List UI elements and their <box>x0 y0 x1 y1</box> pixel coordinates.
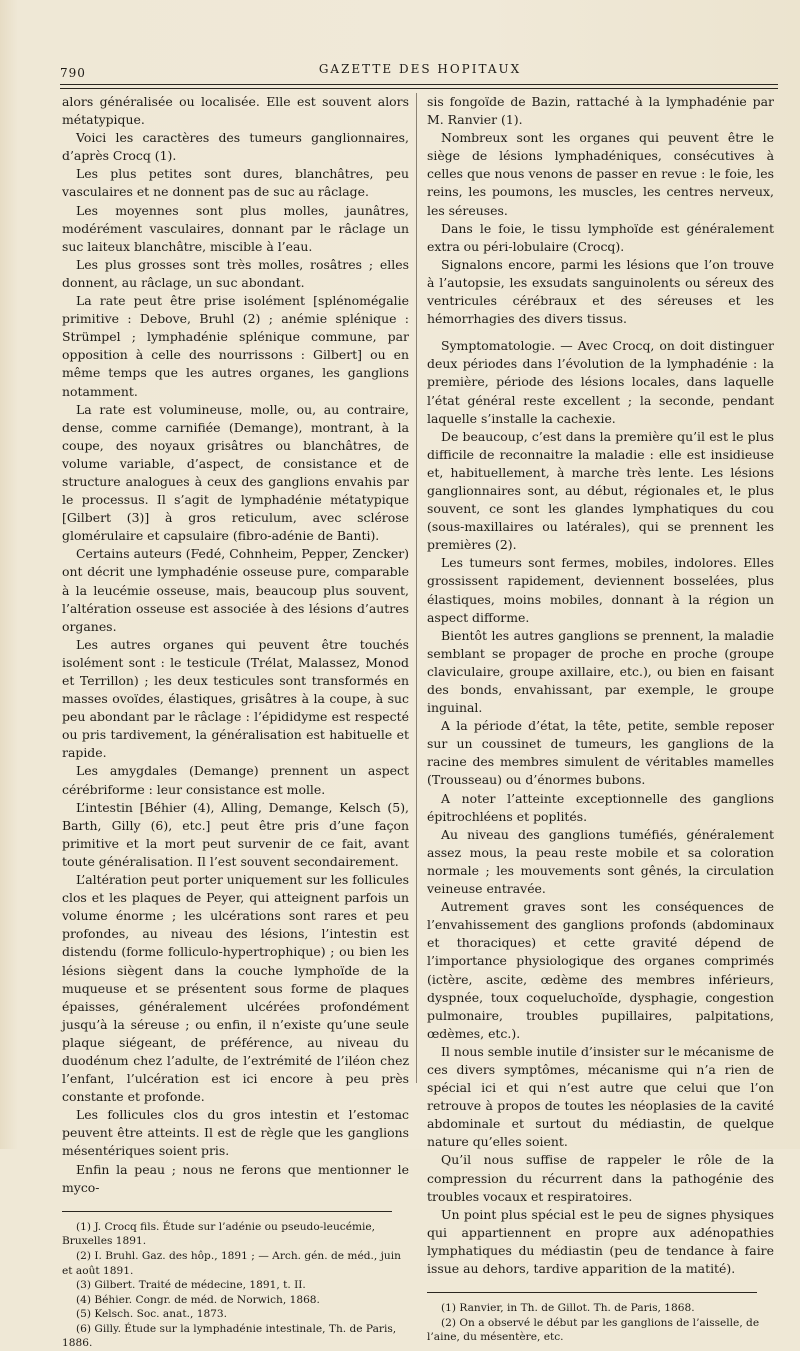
footnotes-left <box>62 1220 409 1351</box>
footnote: (2) I. Bruhl. Gaz. des hôp., 1891 ; — Arch. gén. de méd., juin et août 1891. <box>62 1249 401 1277</box>
paragraph: A noter l’atteinte exceptionnelle des ganglions épitrochléens et poplités. <box>427 790 774 824</box>
paragraph: Les follicules clos du gros intestin et l’estomac peuvent être atteints. Il est de règle que les ganglions mésentériques soient pris. <box>62 1107 409 1159</box>
paragraph: Au niveau des ganglions tuméfiés, généralement assez mous, la peau reste mobile et sa coloration normale ; les mouvements sont gênés, la circulation veineuse entravée. <box>427 826 774 897</box>
paragraph: Qu’il nous suffise de rappeler le rôle de la compression du récurrent dans la pathogénie des troubles vocaux et respiratoires. <box>427 1152 774 1204</box>
column-divider <box>416 93 417 1083</box>
footnote-rule <box>62 1211 392 1212</box>
page-header <box>60 60 780 80</box>
paragraph: Il nous semble inutile d’insister sur le mécanisme de ces divers symptômes, mécanisme qui n’a rien de spécial ici et qui n’est autre que celui que l’on retrouve à propos de toutes les néoplasies de la cavité abdominale et surtout du médiastin, de quelque nature qu’elles soient. <box>427 1043 774 1150</box>
paragraph: Enfin la peau ; nous ne ferons que mentionner le myco- <box>62 1161 409 1195</box>
paragraph: Certains auteurs (Fedé, Cohnheim, Pepper, Zencker) ont décrit une lymphadénie osseuse pure, comparable à la leucémie osseuse, mais, beaucoup plus souvent, l’altération osseuse est associée à des lésions d’autres organes. <box>62 546 409 634</box>
right-column <box>427 93 774 1345</box>
footnote: (3) Gilbert. Traité de médecine, 1891, t. II. <box>76 1279 306 1292</box>
page-number: 790 <box>60 66 86 80</box>
footnote: (6) Gilly. Étude sur la lymphadénie intestinale, Th. de Paris, 1886. <box>62 1322 397 1350</box>
paragraph: L’altération peut porter uniquement sur les follicules clos et les plaques de Peyer, qui atteignent parfois un volume énorme ; les ulcérations sont rares et peu profondes, au niveau des lésions, l’intestin est distendu (forme folliculo-hypertrophique) ; ou bien les lésions siègent dans la couche lymphoïde de la muqueuse et se présentent sous forme de plaques épaisses, généralement ulcérées profondément jusqu’à la séreuse ; ou enfin, il n’existe qu’une seule plaque siégeant, de préférence, au niveau du duodénum chez l’adulte, de l’extrémité de l’iléon chez l’enfant, l’ulcération est ici encore à peu près constante et profonde. <box>62 872 409 1105</box>
paragraph: Les amygdales (Demange) prennent un aspect cérébriforme : leur consistance est molle. <box>62 763 409 797</box>
footnote: (5) Kelsch. Soc. anat., 1873. <box>76 1308 228 1321</box>
footnote: (1) J. Crocq fils. Étude sur l’adénie ou pseudo-leucémie, Bruxelles 1891. <box>62 1220 376 1248</box>
header-rule <box>60 84 778 89</box>
paragraph: Les plus petites sont dures, blanchâtres, peu vasculaires et ne donnent pas de suc au râclage. <box>62 166 409 200</box>
paragraph: Un point plus spécial est le peu de signes physiques qui appartiennent en propre aux adénopathies lymphatiques du médiastin (peu de tendance à faire issue au dehors, tardive apparition de la matité). <box>427 1206 774 1276</box>
paragraph: La rate est volumineuse, molle, ou, au contraire, dense, comme carnifiée (Demange), montrant, à la coupe, des noyaux grisâtres ou blanchâtres, de volume variable, d’aspect, de consistance et de structure analogues à ceux des ganglions envahis par le processus. Il s’agit de lymphadénie métatypique [Gilbert (3)] à gros reticulum, avec sclérose glomérulaire et capsulaire (fibro-adénie de Banti). <box>62 401 409 544</box>
paragraph: Voici les caractères des tumeurs ganglionnaires, d’après Crocq (1). <box>62 130 409 164</box>
left-column <box>62 93 409 1351</box>
paragraph: De beaucoup, c’est dans la première qu’il est le plus difficile de reconnaitre la maladie : elle est insidieuse et, habituellement, à marche très lente. Les lésions ganglionnaires sont, au début, régionales et, le plus souvent, ce sont les glandes lymphatiques du cou (sous-maxillaires ou latérales), qui se prennent les premières (2). <box>427 428 774 553</box>
paragraph: A la période d’état, la tête, petite, semble reposer sur un coussinet de tumeurs, les ganglions de la racine des membres simulent de véritables mamelles (Trousseau) ou d’énormes bubons. <box>427 718 774 788</box>
footnote-rule <box>427 1292 757 1293</box>
paragraph: sis fongoïde de Bazin, rattaché à la lymphadénie par M. Ranvier (1). <box>427 94 774 128</box>
paragraph: La rate peut être prise isolément [splénomégalie primitive : Debove, Bruhl (2) ; anémie splénique : Strümpel ; lymphadénie splénique commune, par opposition à celle des nourrissons : Gilbert] ou en même temps que les autres organes, les ganglions notamment. <box>62 293 409 399</box>
paragraph: Bientôt les autres ganglions se prennent, la maladie semblant se propager de proche en proche (groupe claviculaire, groupe axillaire, etc.), ou bien en faisant des bonds, envahissant, par exemple, le groupe inguinal. <box>427 627 774 716</box>
paragraph: Dans le foie, le tissu lymphoïde est généralement extra ou péri-lobulaire (Crocq). <box>427 220 774 254</box>
paragraph: Les plus grosses sont très molles, rosâtres ; elles donnent, au râclage, un suc abondant. <box>62 256 409 290</box>
paragraph: Les autres organes qui peuvent être touchés isolément sont : le testicule (Trélat, Malassez, Monod et Terrillon) ; les deux testicules sont transformés en masses ovoïdes, élastiques, grisâtres à la coupe, à suc peu abondant par le râclage : l’épididyme est respecté ou pris tardivement, la généralisation est habituelle et rapide. <box>62 636 409 761</box>
paragraph-section-heading: Symptomatologie. — Avec Crocq, on doit distinguer deux périodes dans l’évolution de la lymphadénie : la première, période des lésions locales, dans laquelle l’état général reste excellent ; la seconde, pendant laquelle s’installe la cachexie. <box>427 338 774 426</box>
footnote: (2) On a observé le début par les ganglions de l’aisselle, de l’aine, du mésentère, etc. <box>427 1316 760 1344</box>
paragraph: Les tumeurs sont fermes, mobiles, indolores. Elles grossissent rapidement, deviennent bosselées, plus élastiques, moins mobiles, donnant à la région un aspect difforme. <box>427 555 774 625</box>
paragraph: Signalons encore, parmi les lésions que l’on trouve à l’autopsie, les exsudats sanguinolents ou séreux des ventricules cérébraux et des séreuses et les hémorrhagies des divers tissus. <box>427 256 774 327</box>
paragraph: Les moyennes sont plus molles, jaunâtres, modérément vasculaires, donnant par le râclage un suc laiteux blanchâtre, miscible à l’eau. <box>62 202 409 254</box>
paragraph: Nombreux sont les organes qui peuvent être le siège de lésions lymphadéniques, consécutives à celles que nous venons de passer en revue : le foie, les reins, les poumons, les muscles, les centres nerveux, les séreuses. <box>427 130 774 218</box>
footnotes-right <box>427 1301 774 1345</box>
paragraph: alors généralisée ou localisée. Elle est souvent alors métatypique. <box>62 94 409 128</box>
paragraph: L’intestin [Béhier (4), Alling, Demange, Kelsch (5), Barth, Gilly (6), etc.] peut être pris d’une façon primitive et la mort peut survenir de ce fait, avant toute généralisation. Il l’est souvent secondairement. <box>62 799 409 869</box>
footnote: (4) Béhier. Congr. de méd. de Norwich, 1868. <box>76 1293 320 1306</box>
running-title: GAZETTE DES HOPITAUX <box>318 62 522 76</box>
paragraph: Autrement graves sont les conséquences de l’envahissement des ganglions profonds (abdominaux et thoraciques) et cette gravité dépend de l’importance physiologique des organes comprimés (ictère, ascite, œdème des membres inférieurs, dyspnée, toux coqueluchoïde, dysphagie, congestion pulmonaire, troubles pupillaires, palpitations, œdèmes, etc.). <box>427 899 774 1041</box>
footnote: (1) Ranvier, in Th. de Gillot. Th. de Paris, 1868. <box>441 1302 695 1315</box>
